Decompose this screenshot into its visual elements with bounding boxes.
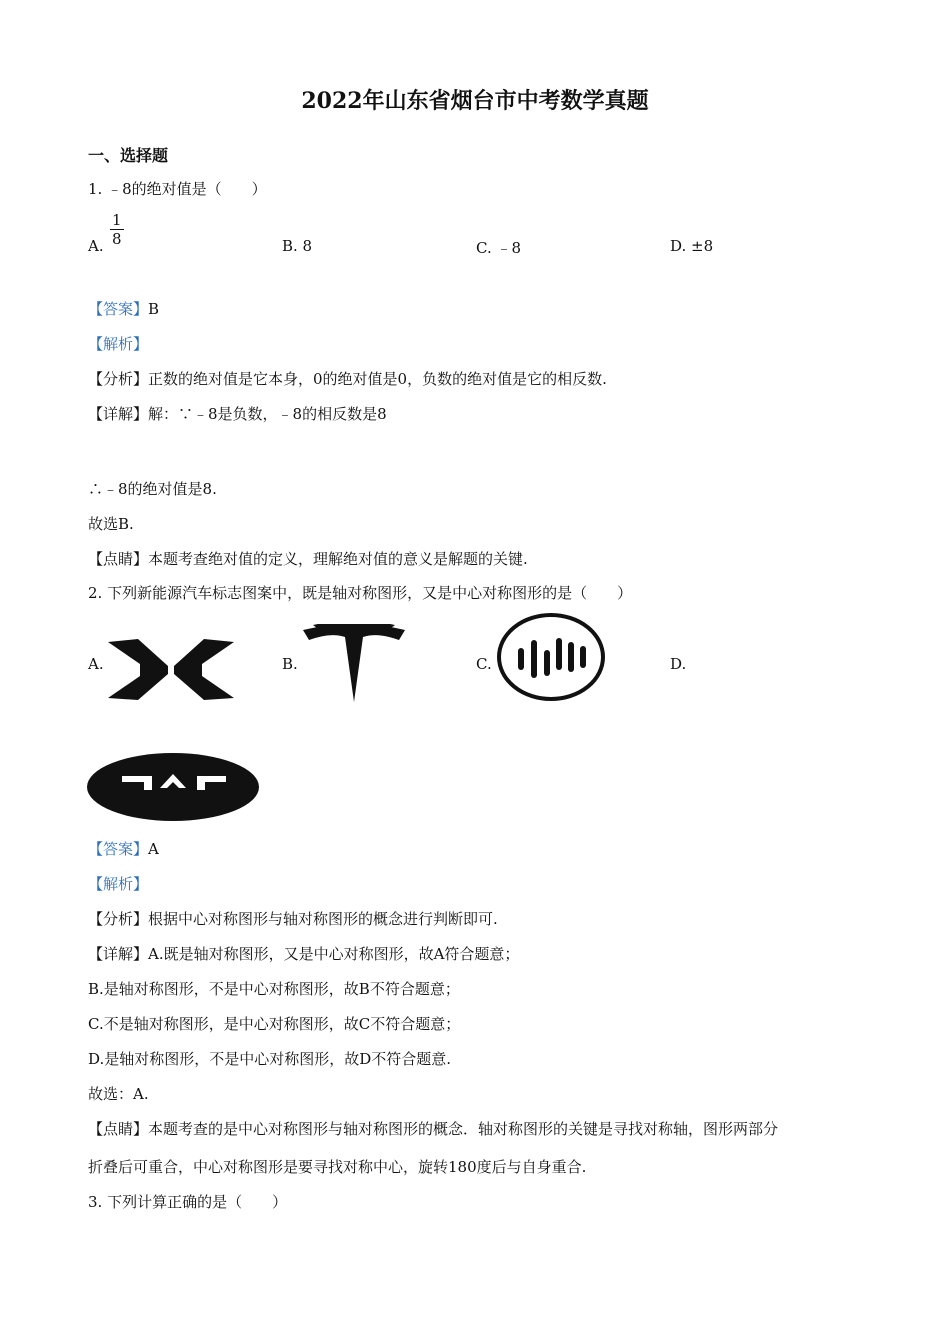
fraction-numerator: 1 — [112, 211, 122, 229]
q2-option-d-label: D. — [670, 655, 687, 673]
q1-option-a-fraction — [110, 211, 124, 248]
q2-fenxi: 【分析】根据中心对称图形与轴对称图形的概念进行判断即可. — [88, 910, 498, 928]
q2-line-d: D.是轴对称图形，不是中心对称图形，故D不符合题意. — [88, 1050, 452, 1068]
q1-therefore: ∴﹣8的绝对值是8. — [88, 480, 217, 498]
q1-choose: 故选B. — [88, 515, 134, 533]
q1-fenxi: 【分析】正数的绝对值是它本身，0的绝对值是0，负数的绝对值是它的相反数. — [88, 370, 607, 388]
answer-tag: 【答案】 — [88, 300, 149, 318]
logo-d-oval — [86, 752, 260, 822]
q1-option-d: D. ±8 — [670, 237, 714, 255]
logo-a-x-shape — [108, 638, 234, 702]
q2-line-c: C.不是轴对称图形，是中心对称图形，故C不符合题意； — [88, 1015, 461, 1033]
q2-choose: 故选：A. — [88, 1085, 149, 1103]
answer-tag: 【答案】 — [88, 840, 149, 858]
q1-answer — [88, 298, 159, 319]
q2-analysis-tag: 【解析】 — [88, 875, 149, 893]
q2-option-c-label: C. — [476, 655, 492, 673]
q2-dianjing-line1: 【点睛】本题考查的是中心对称图形与轴对称图形的概念．轴对称图形的关键是寻找对称轴，图形两部分 — [88, 1120, 779, 1138]
q1-option-c: C. ﹣8 — [476, 239, 522, 257]
q2-stem: 2. 下列新能源汽车标志图案中，既是轴对称图形，又是中心对称图形的是（ ） — [88, 584, 633, 602]
section-heading: 一、选择题 — [88, 146, 169, 165]
fraction-denominator: 8 — [112, 230, 122, 248]
q1-xiangjie: 【详解】解：∵﹣8是负数，﹣8的相反数是8 — [88, 405, 387, 423]
answer-value: B — [148, 300, 160, 318]
q1-dianjing: 【点睛】本题考查绝对值的定义，理解绝对值的意义是解题的关键. — [88, 550, 528, 568]
q2-option-a-label: A. — [88, 655, 104, 673]
q2-xiangjie: 【详解】A.既是轴对称图形，又是中心对称图形，故A符合题意； — [88, 945, 520, 963]
q2-answer — [88, 838, 159, 859]
q1-option-a-label: A. — [88, 237, 104, 255]
answer-value: A — [148, 840, 159, 858]
q3-stem: 3. 下列计算正确的是（ ） — [88, 1193, 288, 1211]
page-title: 2022年山东省烟台市中考数学真题 — [301, 88, 649, 114]
q2-line-b: B.是轴对称图形，不是中心对称图形，故B不符合题意； — [88, 980, 460, 998]
q1-analysis-tag: 【解析】 — [88, 335, 149, 353]
logo-c-ellipse-bars — [496, 612, 606, 702]
q1-stem: 1. ﹣8的绝对值是（ ） — [88, 180, 267, 198]
q1-option-b: B. 8 — [282, 237, 313, 255]
q2-dianjing-line2: 折叠后可重合，中心对称图形是要寻找对称中心，旋转180度后与自身重合. — [88, 1158, 587, 1176]
logo-b-t-shape — [303, 624, 405, 704]
q2-option-b-label: B. — [282, 655, 298, 673]
